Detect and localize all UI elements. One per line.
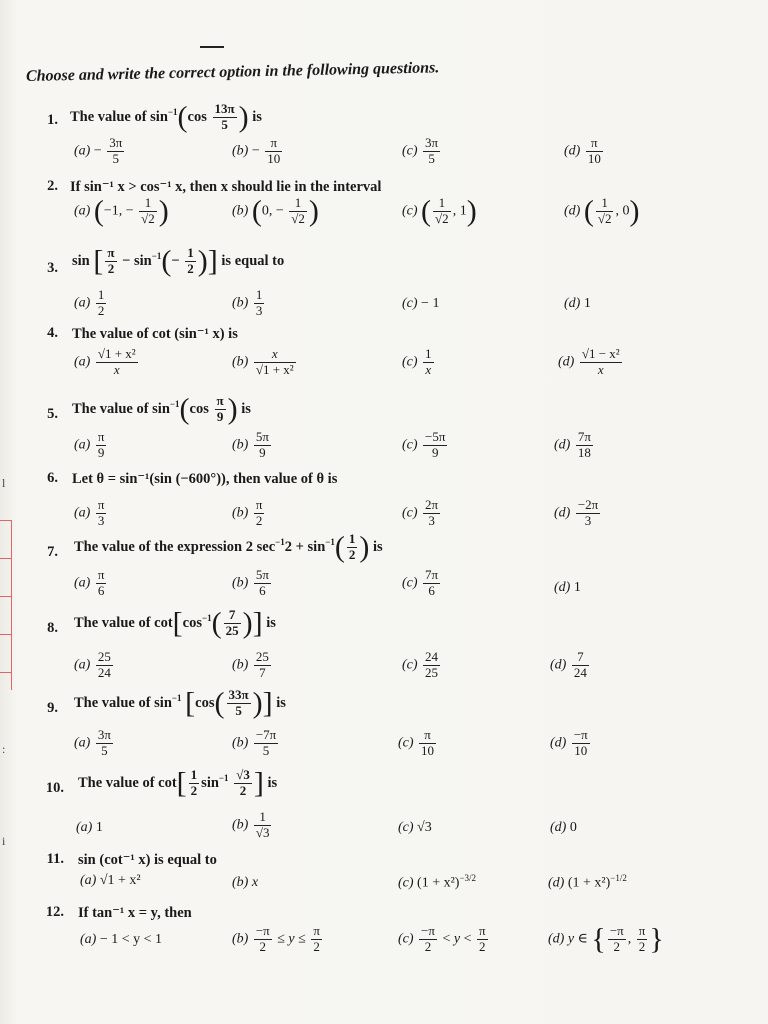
option-c: (c) ( $\frac{1}{√2}$ , 1) bbox=[402, 194, 477, 228]
question-text: The value of the expression 2 $\sec^{-1}2 + \sin^{-1}$( $\frac{1}{2}$ ) is bbox=[74, 530, 383, 564]
question-number: 4. bbox=[47, 325, 58, 341]
option-a: (a) $\frac{\text{√1 + x²}}{x}$ bbox=[74, 346, 136, 377]
option-b: (b) $\frac{\pi}{2}$ bbox=[232, 497, 263, 528]
option-b: (b) − $\frac{\pi}{10}$ bbox=[232, 135, 281, 166]
option-a: (a) $\frac{1}{2}$ bbox=[74, 287, 105, 318]
question-number: 12. bbox=[45, 904, 64, 920]
option-d: (d) $(1 + x^2)^{-1/2}$ bbox=[548, 873, 627, 891]
option-d: (d) y ∈ { $\frac{-\pi}{2}$ , $\frac{\pi}{2}$ } bbox=[548, 922, 664, 956]
section-heading: Choose and write the correct option in the following questions. bbox=[25, 59, 440, 85]
option-a: (a) (−1, − $\frac{1}{√2}$ ) bbox=[74, 194, 169, 228]
question-text: If tan⁻¹ x = y, then bbox=[78, 905, 192, 921]
option-b: (b) x bbox=[232, 875, 259, 890]
question-text: The value of $\sin^{-1}(\cos$ $\frac{\pi}{9}$ ) is bbox=[72, 392, 251, 426]
question-number: 1. bbox=[47, 112, 58, 128]
option-c: (c) $\frac{1}{x}$ bbox=[402, 346, 432, 377]
option-c: (c) − 1 bbox=[402, 296, 440, 311]
option-b: (b) (0, − $\frac{1}{√2}$ ) bbox=[232, 194, 319, 228]
option-b: (b) $\frac{1}{√3}$ bbox=[232, 809, 270, 840]
question-number: 8. bbox=[47, 620, 58, 636]
option-d: (d) 1 bbox=[554, 580, 581, 595]
question-text: If sin⁻¹ x > cos⁻¹ x, then x should lie in the interval bbox=[70, 179, 382, 195]
margin-mark: i bbox=[2, 834, 6, 848]
question-number: 3. bbox=[47, 260, 58, 276]
question-number: 6. bbox=[47, 470, 58, 486]
question-number: 9. bbox=[47, 700, 58, 716]
option-a: (a) − $\frac{3\pi}{5}$ bbox=[74, 135, 123, 166]
option-a: (a) $\frac{\pi}{3}$ bbox=[74, 497, 105, 528]
option-d: (d) $\frac{7}{24}$ bbox=[550, 649, 587, 680]
option-d: (d) 0 bbox=[550, 820, 577, 835]
option-b: (b) $\frac{5\pi}{6}$ bbox=[232, 567, 269, 598]
question-number: 7. bbox=[47, 544, 58, 560]
question-text: sin (cot⁻¹ x) is equal to bbox=[78, 852, 217, 868]
option-c: (c) $\frac{-5\pi}{9}$ bbox=[402, 429, 446, 460]
option-b: (b) $\frac{x}{\text{√1 + x²}}$ bbox=[232, 346, 294, 377]
option-c: (c) $\frac{24}{25}$ bbox=[402, 649, 439, 680]
question-number: 10. bbox=[45, 780, 64, 796]
option-c: (c) $\frac{\pi}{10}$ bbox=[398, 727, 435, 758]
margin-mark: l bbox=[2, 476, 6, 490]
margin-rule bbox=[11, 520, 12, 690]
option-d: (d) $\frac{\text{√1 − x²}}{x}$ bbox=[558, 346, 620, 377]
option-b: (b) $\frac{1}{3}$ bbox=[232, 287, 263, 318]
option-a: (a) $\frac{\pi}{9}$ bbox=[74, 429, 105, 460]
option-a: (a) $\frac{\pi}{6}$ bbox=[74, 567, 105, 598]
option-b: (b) $\frac{-7\pi}{5}$ bbox=[232, 727, 277, 758]
option-a: (a) √1 + x² bbox=[80, 873, 141, 888]
option-c: (c) $\frac{3\pi}{5}$ bbox=[402, 135, 439, 166]
top-mark bbox=[200, 46, 224, 48]
question-text: The value of $\cot[\cos^{-1}$( $\frac{7}{25}$ )] is bbox=[74, 606, 276, 640]
question-text: The value of $\sin^{-1}(\cos$ $\frac{13\pi}{5}$ ) is bbox=[70, 100, 262, 134]
option-d: (d) $\frac{-\pi}{10}$ bbox=[550, 727, 588, 758]
option-a: (a) $\frac{25}{24}$ bbox=[74, 649, 111, 680]
question-text: sin [ $\frac{\pi}{2}$ − $\sin^{-1}(-$ $\frac{1}{2}$ )] is equal to bbox=[72, 244, 285, 278]
option-a: (a) − 1 < y < 1 bbox=[80, 932, 163, 947]
option-b: (b) $\frac{5\pi}{9}$ bbox=[232, 429, 269, 460]
question-text: The value of cot (sin⁻¹ x) is bbox=[72, 326, 238, 342]
question-text: The value of $\sin^{-1} [\cos$( $\frac{33\pi}{5}$ )] is bbox=[74, 686, 286, 720]
question-number: 5. bbox=[47, 406, 58, 422]
option-c: (c) $(1 + x^2)^{-3/2}$ bbox=[398, 873, 477, 891]
question-number: 11. bbox=[46, 851, 64, 867]
option-c: (c) $\frac{2\pi}{3}$ bbox=[402, 497, 439, 528]
option-c: (c) √3 bbox=[398, 820, 432, 835]
option-b: (b) $\frac{25}{7}$ bbox=[232, 649, 269, 680]
option-d: (d) $\frac{\pi}{10}$ bbox=[564, 135, 601, 166]
option-a: (a) $\frac{3\pi}{5}$ bbox=[74, 727, 111, 758]
question-text: The value of cot[ $\frac{1}{2}$ $\sin^{-1}$ $\frac{√3}{2}$ ] is bbox=[78, 766, 278, 800]
option-d: (d) ( $\frac{1}{√2}$ , 0) bbox=[564, 194, 640, 228]
margin-mark: : bbox=[2, 742, 6, 756]
option-c: (c) $\frac{7\pi}{6}$ bbox=[402, 567, 439, 598]
option-d: (d) $\frac{7\pi}{18}$ bbox=[554, 429, 591, 460]
question-text: Let θ = sin⁻¹(sin (−600°)), then value of θ is bbox=[72, 471, 338, 487]
option-d: (d) 1 bbox=[564, 296, 591, 311]
option-a: (a) 1 bbox=[76, 820, 103, 835]
question-number: 2. bbox=[47, 178, 58, 194]
option-c: (c) $\frac{-\pi}{2}$ < y < $\frac{\pi}{2}$ bbox=[398, 923, 486, 954]
option-b: (b) $\frac{-\pi}{2}$ ≤ y ≤ $\frac{\pi}{2}$ bbox=[232, 923, 320, 954]
option-d: (d) $\frac{-2\pi}{3}$ bbox=[554, 497, 599, 528]
